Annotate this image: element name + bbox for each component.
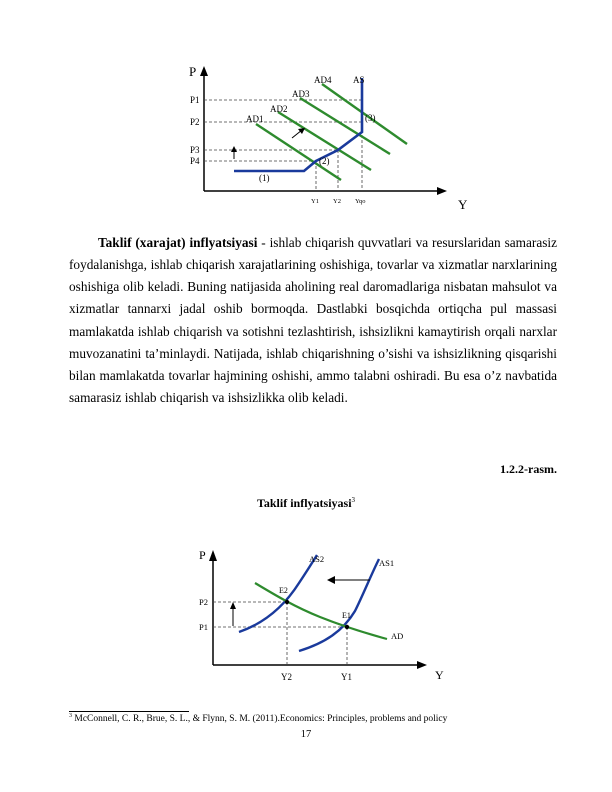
body-paragraph (69, 232, 557, 409)
x-axis-arrow (437, 187, 447, 195)
paragraph-text: - ishlab chiqarish quvvatlari va resurslaridan samarasiz foydalanishga, ishlab chiqarish xarajatlarining oshishiga, tovarlar va xizmatlar narxlarining oshishiga olib keladi. Buning natijasida aholining real daromadlariga nisbatan mahsulot va xizmatlar tannarxi jadal oshib bormoqda. Dastlabki bosqichda ortiqcha pul massasi mamlakatda ishlab chiqarish va sotishni tezlashtirish, ishsizlikni kamaytirish orqali narxlar muvozanatini ta’minlaydi. Natijada, ishlab chiqarishning o’sishi va ishsizlikning qisqarishi bilan mamlakatda tovarlar hajmining oshishi, ammo talabni oshiradi. Bu esa o’z navbatida samarasiz ishlab chiqarish va ishsizlikka olib keladi. (69, 235, 557, 406)
label-ad2: AD2 (270, 104, 288, 114)
tick-p2: P2 (190, 117, 200, 127)
footnote-text: McConnell, C. R., Brue, S. L., & Flynn, S. M. (2011).Economics: Principles, problems and policy (72, 714, 448, 725)
point-e1 (345, 625, 349, 629)
label-e2: E2 (279, 586, 288, 595)
label-ad: AD (391, 631, 404, 641)
label-as2: AS2 (309, 554, 325, 564)
tick-y2: Y2 (281, 672, 292, 682)
axis-label-p: P (189, 64, 197, 79)
region-label-2: (2) (319, 156, 330, 166)
chart-supply-inflation-stages (185, 62, 475, 214)
axis-label-y: Y (458, 197, 468, 212)
as2-curve (239, 555, 317, 632)
tick-p3: P3 (190, 145, 200, 155)
tick-p2: P2 (199, 597, 208, 607)
label-ad4: AD4 (314, 75, 332, 85)
tick-y2: Y2 (333, 198, 341, 205)
tick-y1: Y1 (311, 198, 319, 205)
page-number: 17 (300, 729, 312, 740)
label-ad3: AD3 (292, 89, 310, 99)
axis-label-p: P (199, 548, 206, 562)
paragraph-term: Taklif (xarajat) inflyatsiyasi (98, 235, 258, 250)
y-axis-arrow (200, 66, 208, 76)
figure-reference: 1.2.2-rasm. (500, 462, 557, 476)
caption-text: Taklif inflyatsiyasi (256, 496, 352, 510)
point-e2 (285, 600, 289, 604)
label-as: AS (353, 75, 365, 85)
region-label-1: (1) (259, 173, 270, 183)
footnote-divider (69, 711, 189, 712)
tick-y1: Y1 (341, 672, 352, 682)
tick-yqo: Yqo (355, 198, 366, 205)
as1-curve (299, 559, 379, 651)
figure-caption (0, 496, 612, 511)
x-axis-arrow (417, 661, 427, 669)
axis-label-y: Y (435, 668, 444, 682)
label-as1: AS1 (379, 558, 395, 568)
tick-p1: P1 (190, 95, 200, 105)
region-label-3: (3) (365, 113, 376, 123)
caption-footnote-mark: 3 (351, 496, 356, 504)
label-e1: E1 (342, 611, 351, 620)
tick-p1: P1 (199, 622, 208, 632)
chart-supply-shift (195, 545, 460, 685)
footnote (69, 713, 447, 724)
tick-p4: P4 (190, 156, 200, 166)
y-axis-arrow (209, 550, 217, 561)
label-ad1: AD1 (246, 114, 264, 124)
footnote-mark: 3 (69, 713, 72, 719)
